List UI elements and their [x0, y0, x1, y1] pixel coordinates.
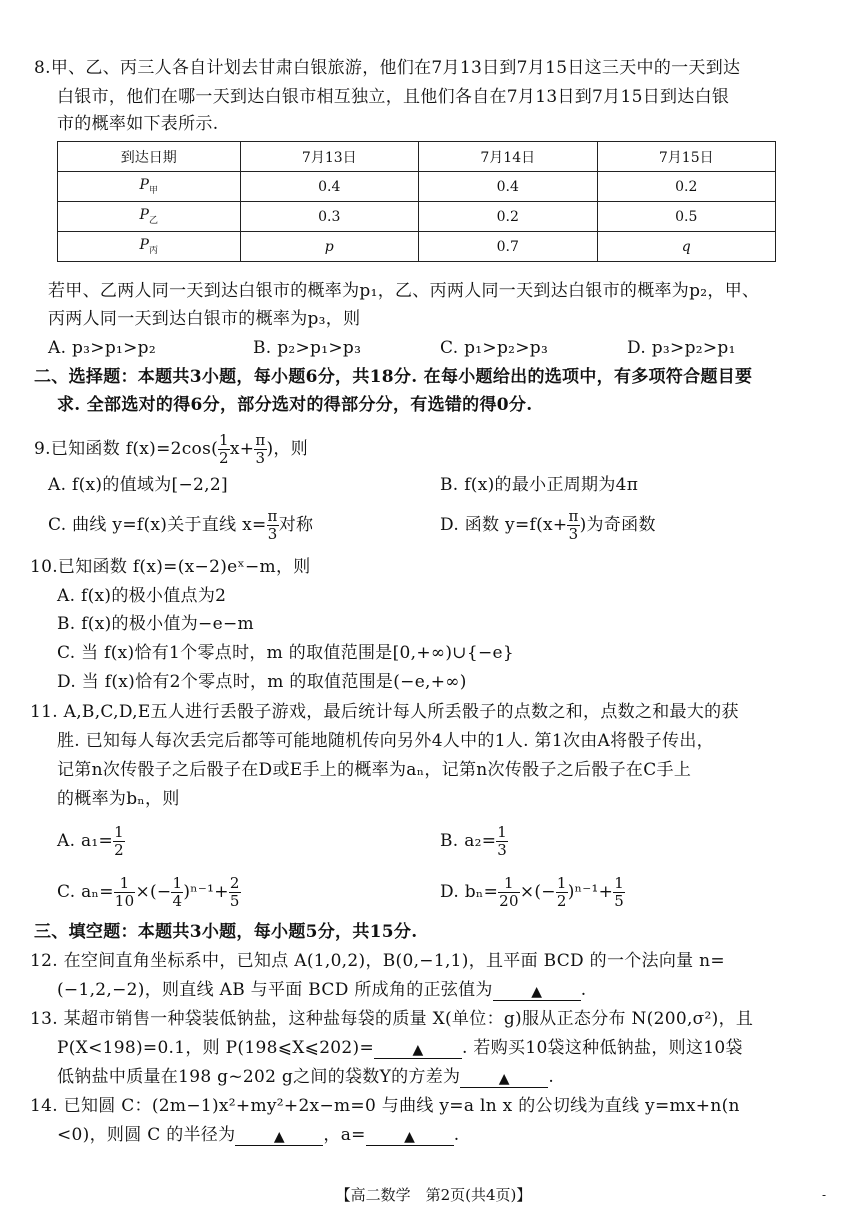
page-footer: 【高二数学 第2页(共4页)】: [335, 1186, 532, 1204]
q11-line-2: 胜. 已知每人每次丢完后都等可能地随机传向另外4人中的1人. 第1次由A将骰子传出，: [57, 731, 714, 751]
table-cell: 0.2: [597, 172, 776, 202]
q13-line-1: 13. 某超市销售一种袋装低钠盐，这种盐每袋的质量 X(单位：g)服从正态分布 N(200,σ²)，且: [30, 1009, 754, 1029]
q11-line-1: 11. A,B,C,D,E五人进行丢骰子游戏，最后统计每人所丢骰子的点数之和，点数之和最大的获: [30, 702, 739, 722]
answer-blank[interactable]: [235, 1125, 323, 1146]
arrival-probability-table: [57, 141, 776, 262]
q10-option-d: D. 当 f(x)恰有2个零点时，m 的取值范围是(−e,+∞): [57, 672, 467, 692]
triangle-icon: ▲: [531, 984, 543, 1000]
q11-option-a: A. a₁= $\frac{1}{2}$: [57, 823, 124, 859]
q11-line-4: 的概率为bₙ，则: [57, 789, 180, 809]
q14-line-1: 14. 已知圆 C：(2m−1)x²+my²+2x−m=0 与曲线 y=a ln x 的公切线为直线 y=mx+n(n: [30, 1096, 740, 1116]
q10-option-a: A. f(x)的极小值点为2: [57, 586, 227, 606]
triangle-icon: ▲: [404, 1129, 416, 1145]
table-row: [58, 172, 776, 202]
table-row: [58, 232, 776, 262]
q14-line-2: <0)，则圆 C 的半径为 ▲ ，a= ▲ .: [57, 1125, 460, 1145]
q11-line-3: 记第n次传骰子之后骰子在D或E手上的概率为aₙ，记第n次传骰子之后骰子在C手上: [57, 760, 692, 780]
answer-blank[interactable]: [374, 1038, 462, 1059]
q10-option-c: C. 当 f(x)恰有1个零点时，m 的取值范围是[0,+∞)∪{−e}: [57, 643, 514, 663]
q8-option-d: D. p₃>p₂>p₁: [627, 338, 736, 358]
table-cell: 0.3: [240, 202, 418, 232]
q11-option-b: B. a₂= $\frac{1}{3}$: [440, 823, 508, 859]
answer-blank[interactable]: [493, 980, 581, 1001]
q12-line-1: 12. 在空间直角坐标系中，已知点 A(1,0,2)，B(0,−1,1)，且平面 BCD 的一个法向量 n=: [30, 951, 725, 971]
triangle-icon: ▲: [498, 1071, 510, 1087]
row-label: $P_甲$: [58, 172, 241, 202]
q11-option-c: C. aₙ= $\frac{1}{10}$ ×(− $\frac{1}{4}$ )ⁿ⁻¹+ $\frac{2}{5}$: [57, 874, 240, 910]
table-header-cell: 7月14日: [419, 142, 597, 172]
table-cell: 0.7: [419, 232, 597, 262]
q13-line-2: P(X<198)=0.1，则 P(198⩽X⩽202)= ▲ . 若购买10袋这种低钠盐，则这10袋: [57, 1038, 743, 1058]
row-label: $P_乙$: [58, 202, 241, 232]
q8-option-b: B. p₂>p₁>p₃: [253, 338, 362, 358]
answer-blank[interactable]: [366, 1125, 454, 1146]
q9-stem: 9.已知函数 f(x)=2cos( $\frac{1}{2}$ x+ $\frac{\pi}{3}$ )，则: [34, 431, 309, 467]
q12-line-2: (−1,2,−2)，则直线 AB 与平面 BCD 所成角的正弦值为 ▲ .: [57, 980, 587, 1000]
table-cell: p: [240, 232, 418, 262]
q8-option-a: A. p₃>p₁>p₂: [48, 338, 156, 358]
row-label: $P_丙$: [58, 232, 241, 262]
q9-option-a: A. f(x)的值域为[−2,2]: [48, 475, 228, 495]
q8-line-1: 8.甲、乙、丙三人各自计划去甘肃白银旅游，他们在7月13日到7月15日这三天中的一天到达: [34, 58, 741, 78]
q11-option-d: D. bₙ= $\frac{1}{20}$ ×(− $\frac{1}{2}$ )ⁿ⁻¹+ $\frac{1}{5}$: [440, 874, 625, 910]
table-cell: 0.5: [597, 202, 776, 232]
table-header-row: [58, 142, 776, 172]
table-header-cell: 到达日期: [58, 142, 241, 172]
corner-mark: -: [822, 1188, 827, 1202]
q8-line-2: 白银市，他们在哪一天到达白银市相互独立，且他们各自在7月13日到7月15日到达白银: [57, 87, 730, 107]
triangle-icon: ▲: [273, 1129, 285, 1145]
section-2-heading: 二、选择题：本题共3小题，每小题6分，共18分. 在每小题给出的选项中，有多项符合题目要: [34, 367, 753, 387]
q10-stem: 10.已知函数 f(x)=(x−2)eˣ−m，则: [30, 557, 311, 577]
answer-blank[interactable]: [460, 1067, 548, 1088]
q8-line-3: 市的概率如下表所示.: [57, 114, 219, 134]
table-header-cell: 7月15日: [597, 142, 776, 172]
section-2-heading-cont: 求. 全部选对的得6分，部分选对的得部分分，有选错的得0分.: [57, 395, 533, 415]
triangle-icon: ▲: [412, 1042, 424, 1058]
q9-option-b: B. f(x)的最小正周期为4π: [440, 475, 639, 495]
table-row: [58, 202, 776, 232]
section-3-heading: 三、填空题：本题共3小题，每小题5分，共15分.: [34, 922, 418, 942]
q8-after-line-2: 丙两人同一天到达白银市的概率为p₃，则: [48, 309, 361, 329]
q10-option-b: B. f(x)的极小值为−e−m: [57, 614, 254, 634]
q9-option-d: D. 函数 y=f(x+ $\frac{\pi}{3}$ )为奇函数: [440, 507, 656, 543]
table-cell: 0.4: [240, 172, 418, 202]
table-header-cell: 7月13日: [240, 142, 418, 172]
table-cell: 0.4: [419, 172, 597, 202]
q9-option-c: C. 曲线 y=f(x)关于直线 x= $\frac{\pi}{3}$ 对称: [48, 507, 314, 543]
q8-option-c: C. p₁>p₂>p₃: [440, 338, 549, 358]
table-cell: 0.2: [419, 202, 597, 232]
table-cell: q: [597, 232, 776, 262]
q13-line-3: 低钠盐中质量在198 g~202 g之间的袋数Y的方差为 ▲ .: [57, 1067, 555, 1087]
q8-after-line-1: 若甲、乙两人同一天到达白银市的概率为p₁，乙、丙两人同一天到达白银市的概率为p₂，甲、: [48, 281, 760, 301]
